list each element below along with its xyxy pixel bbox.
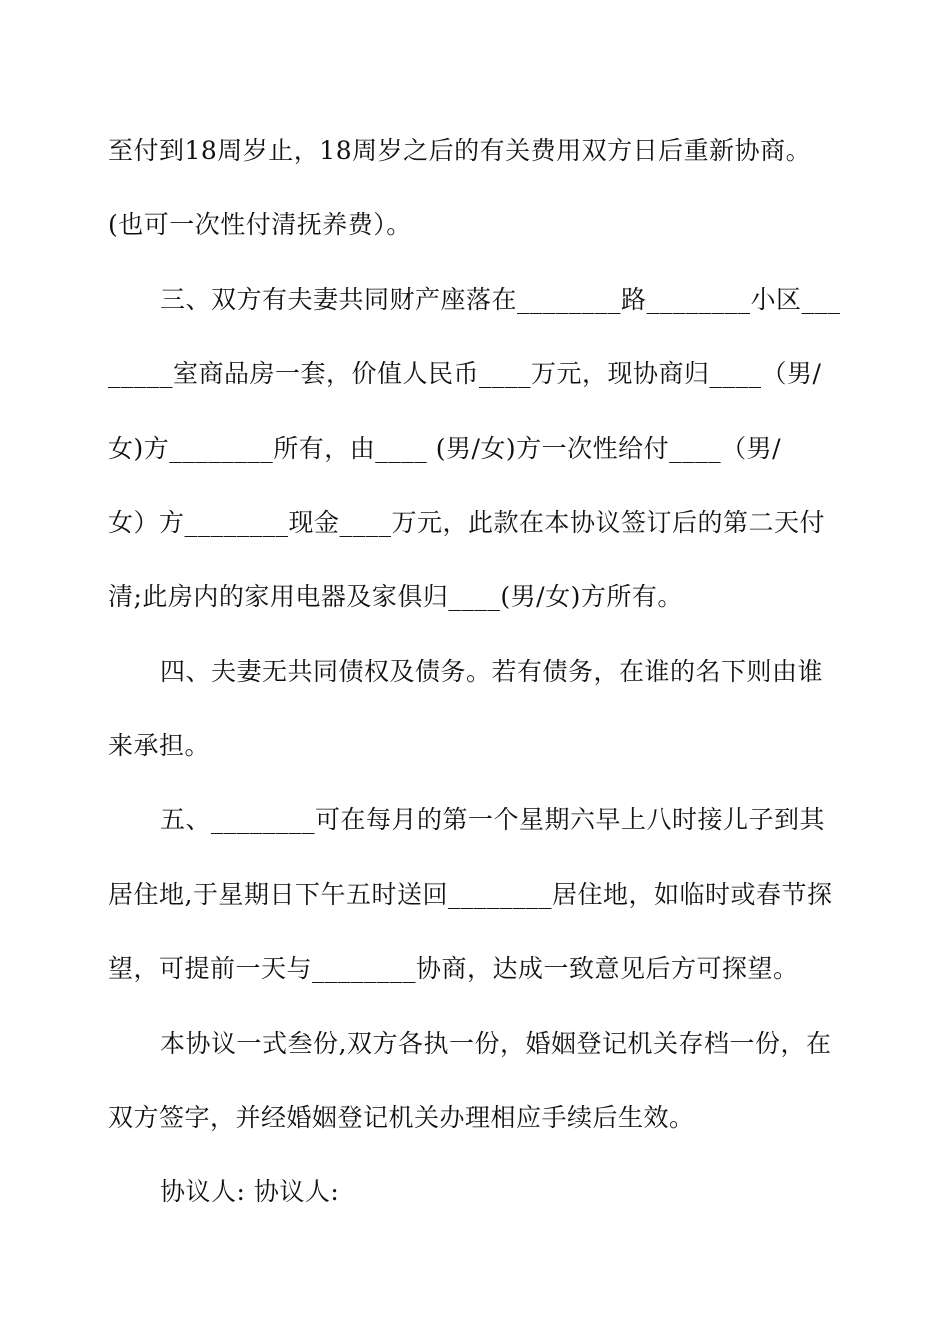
- text-line: 来承担。: [108, 731, 211, 760]
- text-line: 至付到18周岁止，18周岁之后的有关费用双方日后重新协商。: [108, 136, 812, 165]
- paragraph-property-line: 三、双方有夫妻共同财产座落在________路________小区___: [160, 285, 841, 314]
- text-line: 女）方________现金____万元，此款在本协议签订后的第二天付: [108, 508, 826, 537]
- text-line: _____室商品房一套，价值人民币____万元，现协商归____（男/: [108, 359, 822, 388]
- text-line: 双方签字，并经婚姻登记机关办理相应手续后生效。: [108, 1103, 695, 1132]
- text-line: 居住地,于星期日下午五时送回________居住地，如临时或春节探: [108, 880, 833, 909]
- text-line: 清;此房内的家用电器及家俱归____(男/女)方所有。: [108, 582, 683, 611]
- paragraph-copies-line: 本协议一式叁份,双方各执一份，婚姻登记机关存档一份，在: [160, 1029, 832, 1058]
- text-line: 望，可提前一天与________协商，达成一致意见后方可探望。: [108, 954, 799, 983]
- paragraph-visitation-line: 五、________可在每月的第一个星期六早上八时接儿子到其: [160, 805, 826, 834]
- text-line: 女)方________所有，由____ (男/女)方一次性给付____（男/: [108, 434, 782, 463]
- signature-line: 协议人: 协议人:: [160, 1177, 340, 1206]
- text-line: (也可一次性付清抚养费）。: [108, 210, 412, 239]
- paragraph-debt-line: 四、夫妻无共同债权及债务。若有债务，在谁的名下则由谁: [160, 657, 824, 686]
